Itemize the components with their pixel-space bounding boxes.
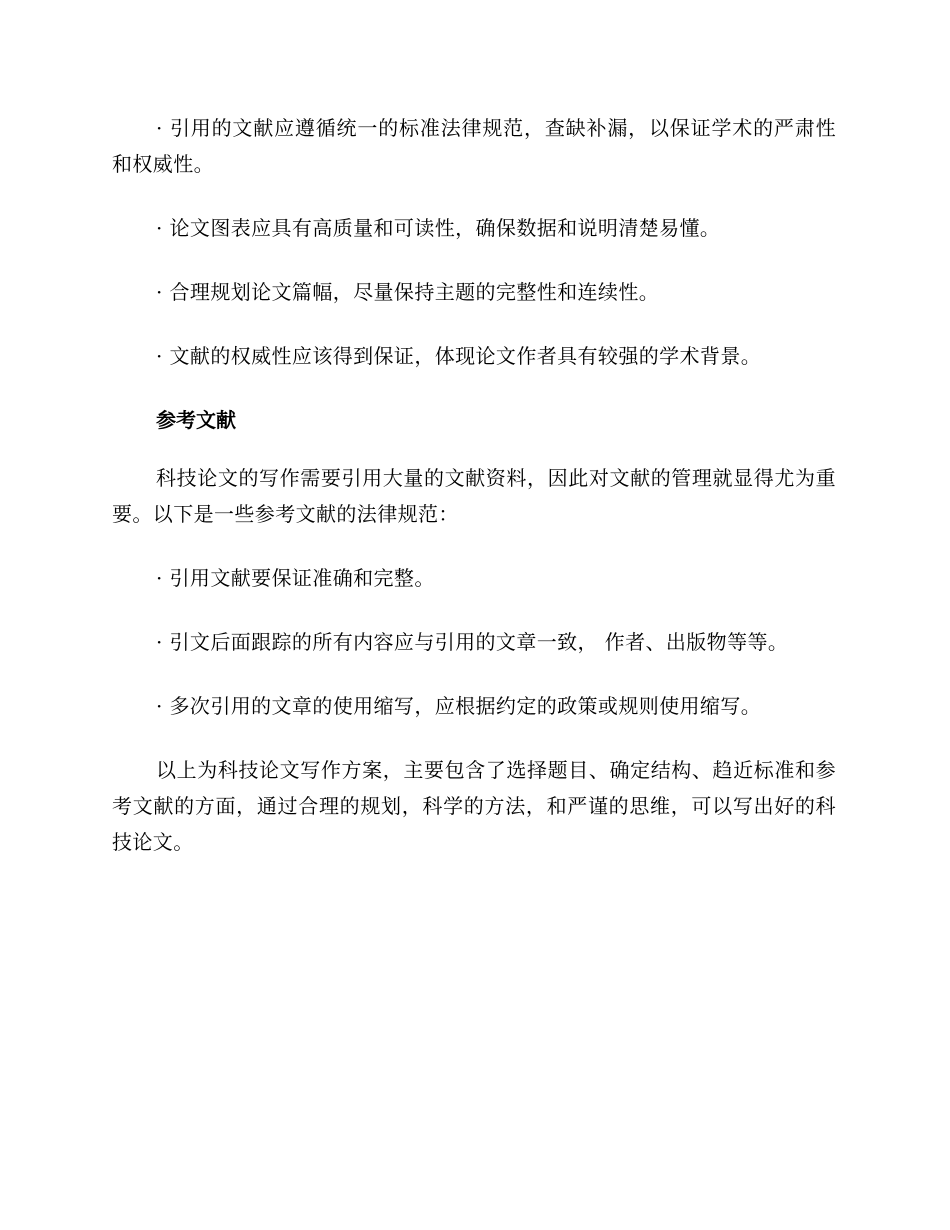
bullet-consistent-content: · 引文后面跟踪的所有内容应与引用的文章一致， 作者、出版物等等。 (156, 630, 789, 654)
bullet-accurate-complete: · 引用文献要保证准确和完整。 (156, 566, 435, 590)
bullet-citation-standards: · 引用的文献应遵循统一的标准法律规范，查缺补漏，以保证学术的严肃性和权威性。 (112, 116, 836, 176)
bullet-abbreviations: · 多次引用的文章的使用缩写，应根据约定的政策或规则使用缩写。 (156, 694, 762, 718)
bullet-reference-authority: · 文献的权威性应该得到保证，体现论文作者具有较强的学术背景。 (156, 344, 762, 368)
bullet-figures-quality: · 论文图表应具有高质量和可读性，确保数据和说明清楚易懂。 (156, 216, 721, 240)
conclusion-paragraph: 以上为科技论文写作方案，主要包含了选择题目、确定结构、趋近标准和参考文献的方面，通过合理的规划，科学的方法，和严谨的思维，可以写出好的科技论文。 (112, 758, 836, 854)
document-page (112, 110, 836, 888)
references-heading: 参考文献 (156, 408, 236, 432)
bullet-paper-length: · 合理规划论文篇幅，尽量保持主题的完整性和连续性。 (156, 280, 660, 304)
references-intro: 科技论文的写作需要引用大量的文献资料，因此对文献的管理就显得尤为重要。以下是一些参考文献的法律规范： (112, 466, 836, 526)
